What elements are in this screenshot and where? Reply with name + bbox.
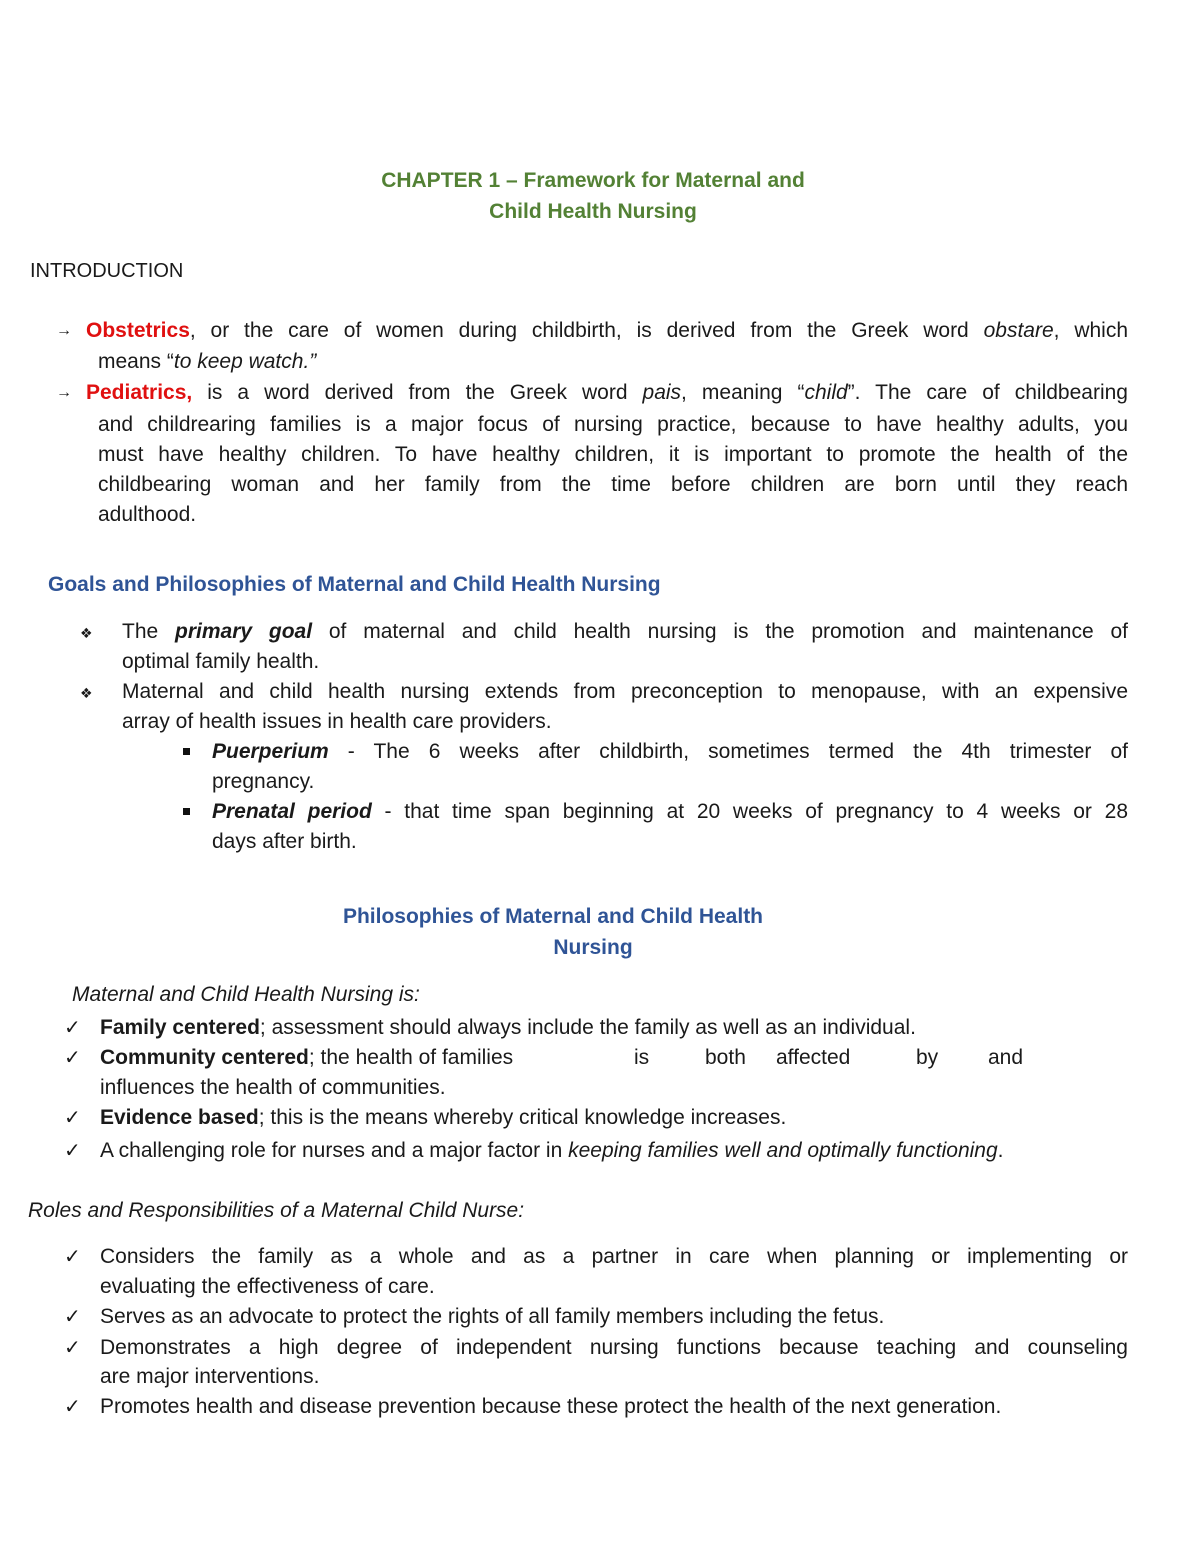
chapter-title-line1: CHAPTER 1 – Framework for Maternal and [381,169,805,192]
roles-heading: Roles and Responsibilities of a Maternal Child Nurse: [28,1199,525,1222]
philosophies-item2-line2: influences the health of communities. [100,1076,446,1099]
roles-item1-line2: evaluating the effectiveness of care. [100,1275,435,1298]
philosophies-item1: Family centered; assessment should always include the family as well as an individual. [100,1016,916,1039]
obstetrics-line1: Obstetrics, or the care of women during childbirth, is derived from the Greek word obstare, which [86,319,1129,342]
pediatrics-line5: adulthood. [98,503,197,526]
prenatal-term: Prenatal period [212,800,372,823]
spaced-word: is [634,1046,650,1069]
checkmark-icon: ✓ [64,1246,81,1268]
goals-item2-line2: array of health issues in health care providers. [122,710,552,733]
roles-item4: Promotes health and disease prevention because these protect the health of the next generation. [100,1395,1002,1418]
philosophies-heading-line1: Philosophies of Maternal and Child Health [342,905,764,928]
checkmark-icon: ✓ [64,1107,81,1129]
spaced-word: affected [776,1046,851,1069]
pediatrics-term: Pediatrics, [86,381,193,404]
checkmark-icon: ✓ [64,1306,81,1328]
introduction-heading: INTRODUCTION [30,260,184,282]
puerperium-line2: pregnancy. [212,770,315,793]
arrow-bullet-icon: → [56,384,72,401]
checkmark-icon: ✓ [64,1047,81,1069]
philosophies-item4: A challenging role for nurses and a major factor in keeping families well and optimally functioning. [100,1139,1004,1162]
pediatrics-line4: childbearing woman and her family from the time before children are born until they reach [98,473,1128,496]
goals-heading: Goals and Philosophies of Maternal and Child Health Nursing [48,573,661,596]
spaced-word: by [916,1046,939,1069]
checkmark-icon: ✓ [64,1017,81,1039]
arrow-bullet-icon: → [56,322,72,339]
prenatal-line2: days after birth. [212,830,357,853]
philosophies-item3: Evidence based; this is the means whereby critical knowledge increases. [100,1106,787,1129]
philosophies-heading-line2: Nursing [553,936,633,959]
checkmark-icon: ✓ [64,1337,81,1359]
goals-item1-line1: The primary goal of maternal and child health nursing is the promotion and maintenance of [122,620,1128,643]
spaced-word: both [705,1046,746,1069]
pediatrics-line3: must have healthy children. To have healthy children, it is important to promote the health of the [98,443,1128,466]
philosophies-intro: Maternal and Child Health Nursing is: [72,983,420,1006]
roles-item3-line2: are major interventions. [100,1365,320,1388]
roles-item2: Serves as an advocate to protect the rights of all family members including the fetus. [100,1305,885,1328]
roles-item3-line1: Demonstrates a high degree of independent nursing functions because teaching and counseling [100,1336,1128,1359]
checkmark-icon: ✓ [64,1396,81,1418]
pediatrics-line1: Pediatrics, is a word derived from the Greek word pais, meaning “child”. The care of childbearing [86,381,1128,404]
diamond-bullet-icon: ❖ [80,685,93,701]
square-bullet-icon [183,808,190,815]
goals-item1-line2: optimal family health. [122,650,320,673]
philosophies-item2-line1: Community centered; the health of families [100,1046,514,1069]
prenatal-line1: Prenatal period - that time span beginning at 20 weeks of pregnancy to 4 weeks or 28 [212,800,1128,823]
puerperium-term: Puerperium [212,740,329,763]
goals-item2-line1: Maternal and child health nursing extends from preconception to menopause, with an expensive [122,680,1128,703]
puerperium-line1: Puerperium - The 6 weeks after childbirth, sometimes termed the 4th trimester of [212,740,1128,763]
chapter-title-line2: Child Health Nursing [489,200,697,223]
roles-item1-line1: Considers the family as a whole and as a partner in care when planning or implementing or [100,1245,1128,1268]
spaced-word: and [988,1046,1024,1069]
obstetrics-term: Obstetrics [86,319,190,342]
diamond-bullet-icon: ❖ [80,625,93,641]
checkmark-icon: ✓ [64,1140,81,1162]
square-bullet-icon [183,748,190,755]
pediatrics-line2: and childrearing families is a major focus of nursing practice, because to have healthy adults, you [98,413,1128,436]
obstetrics-line2: means “to keep watch.” [98,350,317,373]
